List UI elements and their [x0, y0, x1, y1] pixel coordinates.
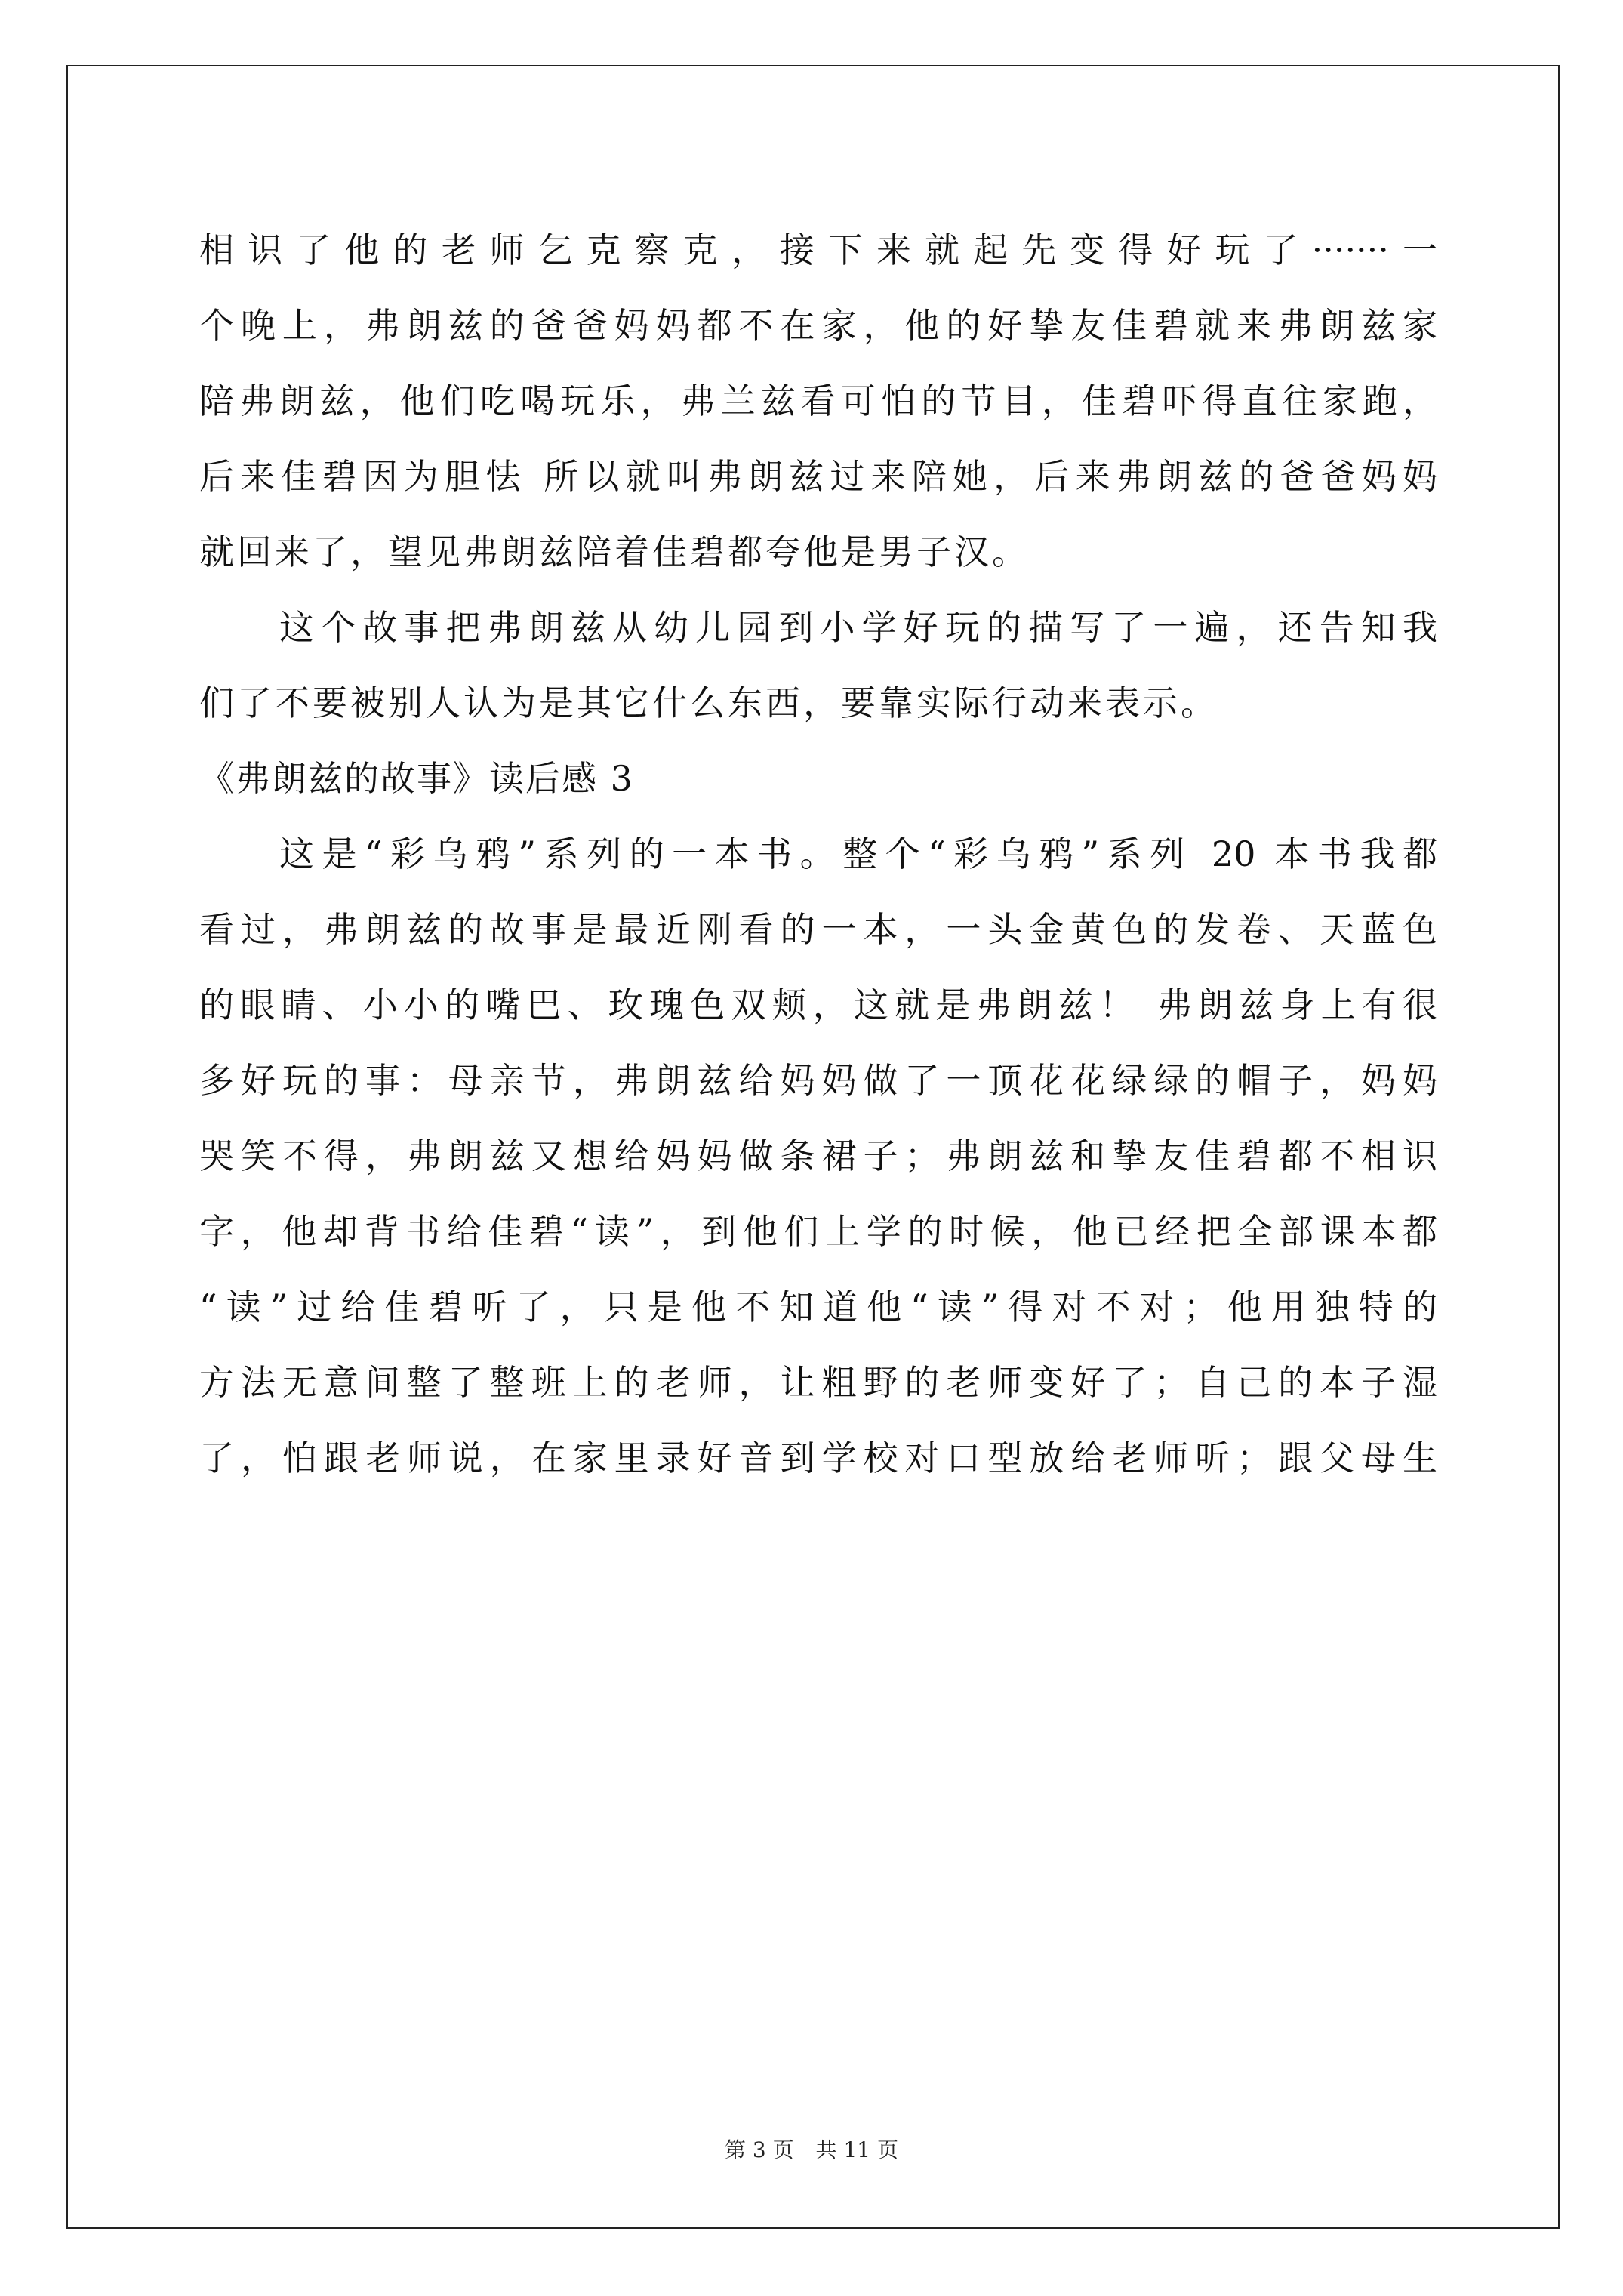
text-line: 了，怕跟老师说，在家里录好音到学校对口型放给老师听；跟父母生: [199, 1438, 1437, 1478]
text-line: 后来佳碧因为胆怯 所以就叫弗朗兹过来陪她，后来弗朗兹的爸爸妈妈: [199, 456, 1437, 497]
text-line: 陪弗朗兹，他们吃喝玩乐，弗兰兹看可怕的节目，佳碧吓得直往家跑，: [199, 381, 1437, 421]
page-footer: [0, 2134, 1623, 2164]
section-heading: 《弗朗兹的故事》读后感 3: [199, 758, 634, 799]
text-line: 字，他却背书给佳碧“读”，到他们上学的时候，他已经把全部课本都: [199, 1211, 1437, 1252]
text-line: 个晚上，弗朗兹的爸爸妈妈都不在家，他的好挚友佳碧就来弗朗兹家: [199, 305, 1437, 346]
text-line: 看过，弗朗兹的故事是最近刚看的一本，一头金黄色的发卷、天蓝色: [199, 909, 1437, 950]
page-number: 第 3 页: [725, 2137, 794, 2162]
text-line: “读”过给佳碧听了，只是他不知道他“读”得对不对；他用独特的: [199, 1287, 1437, 1327]
text-line: 方法无意间整了整班上的老师，让粗野的老师变好了；自己的本子湿: [199, 1362, 1437, 1403]
text-line: 这是“彩乌鸦”系列的一本书。整个“彩乌鸦”系列 20 本书我都: [279, 834, 1437, 874]
text-line: 就回来了，望见弗朗兹陪着佳碧都夸他是男子汉。: [199, 532, 1030, 572]
text-line: 们了不要被别人认为是其它什么东西，要靠实际行动来表示。: [199, 683, 1218, 723]
text-line: 哭笑不得，弗朗兹又想给妈妈做条裙子；弗朗兹和挚友佳碧都不相识: [199, 1136, 1437, 1176]
text-line: 的眼睛、小小的嘴巴、玫瑰色双颊，这就是弗朗兹！ 弗朗兹身上有很: [199, 985, 1437, 1025]
page-total: 共 11 页: [815, 2137, 898, 2162]
text-line: 相识了他的老师乞克察克，接下来就起先变得好玩了·······一: [199, 230, 1437, 270]
text-line: 这个故事把弗朗兹从幼儿园到小学好玩的描写了一遍，还告知我: [279, 607, 1437, 648]
text-line: 多好玩的事：母亲节，弗朗兹给妈妈做了一顶花花绿绿的帽子，妈妈: [199, 1060, 1437, 1101]
